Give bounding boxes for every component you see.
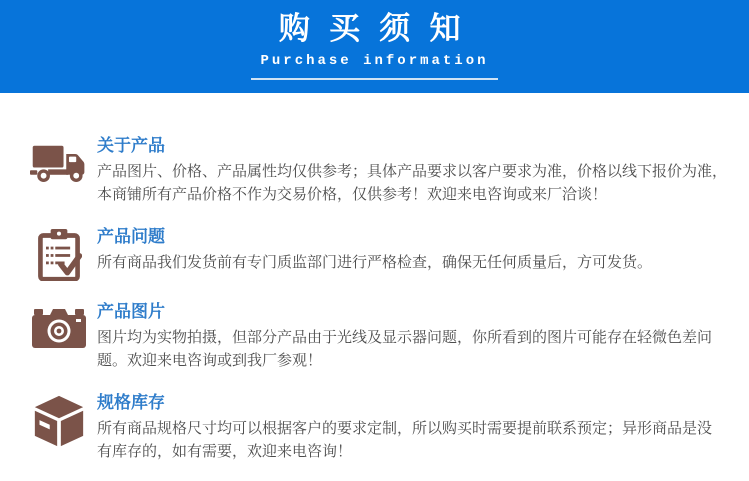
section-title: 产品图片 (97, 302, 165, 321)
truck-icon (30, 138, 88, 188)
section-text-line: 所有商品规格尺寸均可以根据客户的要求定制，所以购买时需要提前联系预定；异形商品是没 (97, 420, 713, 437)
banner-title: 购买须知 (278, 11, 480, 46)
section-product-issues (30, 226, 749, 281)
section-product-pictures (30, 301, 749, 372)
section-text-line: 所有商品我们发货前有专门质监部门进行严格检查，确保无任何质量后，方可发货。 (97, 254, 653, 271)
banner-subtitle: Purchase information (260, 53, 489, 69)
section-title: 关于产品 (97, 136, 165, 155)
section-title: 规格库存 (97, 393, 165, 412)
section-text-line: 有库存的，如有需要，欢迎来电咨询！ (97, 443, 353, 460)
clipboard-check-icon (30, 229, 88, 281)
notice-content (0, 93, 749, 463)
section-text-line: 本商铺所有产品价格不作为交易价格，仅供参考！欢迎来电咨询或来厂洽谈！ (97, 186, 608, 203)
section-title: 产品问题 (97, 227, 165, 246)
box-icon (30, 395, 88, 447)
section-about-product (30, 135, 749, 206)
section-text-line: 图片均为实物拍摄，但部分产品由于光线及显示器问题，你所看到的图片可能存在轻微色差问 (97, 329, 713, 346)
section-text-line: 题。欢迎来电咨询或到我厂参观！ (97, 352, 323, 369)
section-text-line: 产品图片、价格、产品属性均仅供参考；具体产品要求以客户要求为准，价格以线下报价为准， (97, 163, 728, 180)
section-specs-stock (30, 392, 749, 463)
banner-underline (251, 78, 498, 80)
camera-icon (30, 304, 88, 350)
purchase-info-banner (0, 0, 749, 93)
